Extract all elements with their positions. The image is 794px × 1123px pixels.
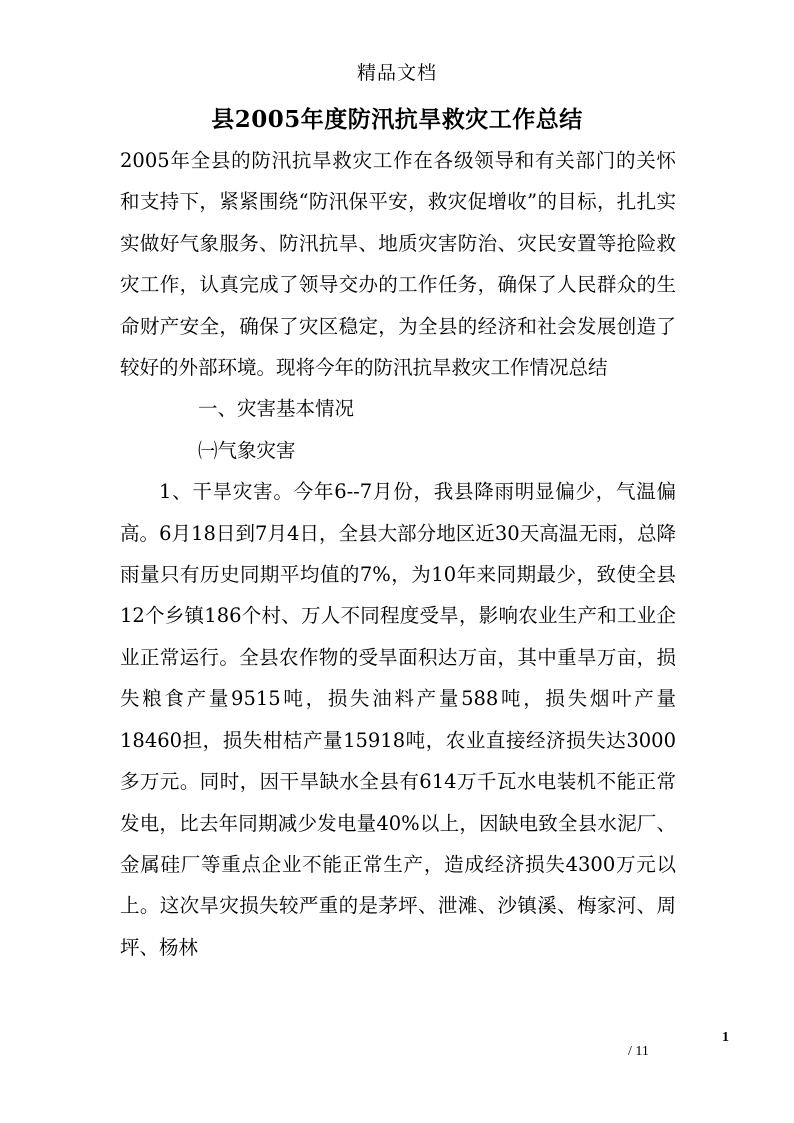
page-total: / 11 [628,1044,649,1059]
page-number: 1 [722,1030,729,1045]
document-header: 精品文档 [356,62,437,84]
document-body [120,140,676,968]
document-title: 县2005年度防汛抗旱救灾工作总结 [211,106,583,133]
subsection-heading: ㈠气象灾害 [198,438,296,462]
section-heading: 一、灾害基本情况 [198,397,355,421]
intro-paragraph: 2005年全县的防汛抗旱救灾工作在各级领导和有关部门的关怀和支持下，紧紧围绕“防汛保平安，救灾促增收”的目标，扎扎实实做好气象服务、防汛抗旱、地质灾害防治、灾民安置等抢险救灾工作，认真完成了领导交办的工作任务，确保了人民群众的生命财产安全，确保了灾区稳定，为全县的经济和社会发展创造了较好的外部环境。现将今年的防汛抗旱救灾工作情况总结 [120,149,676,380]
drought-paragraph: 1、干旱灾害。今年6--7月份，我县降雨明显偏少，气温偏高。6月18日到7月4日，全县大部分地区近30天高温无雨，总降雨量只有历史同期平均值的7%，为10年来同期最少，致使全县12个乡镇186个村、万人不同程度受旱，影响农业生产和工业企业正常运行。全县农作物的受旱面积达万亩，其中重旱万亩，损失粮食产量9515吨，损失油料产量588吨，损失烟叶产量18460担，损失柑桔产量15918吨，农业直接经济损失达3000多万元。同时，因干旱缺水全县有614万千瓦水电装机不能正常发电，比去年同期减少发电量40%以上，因缺电致全县水泥厂、金属硅厂等重点企业不能正常生产，造成经济损失4300万元以上。这次旱灾损失较严重的是茅坪、泄滩、沙镇溪、梅家河、周坪、杨林 [120,480,676,959]
